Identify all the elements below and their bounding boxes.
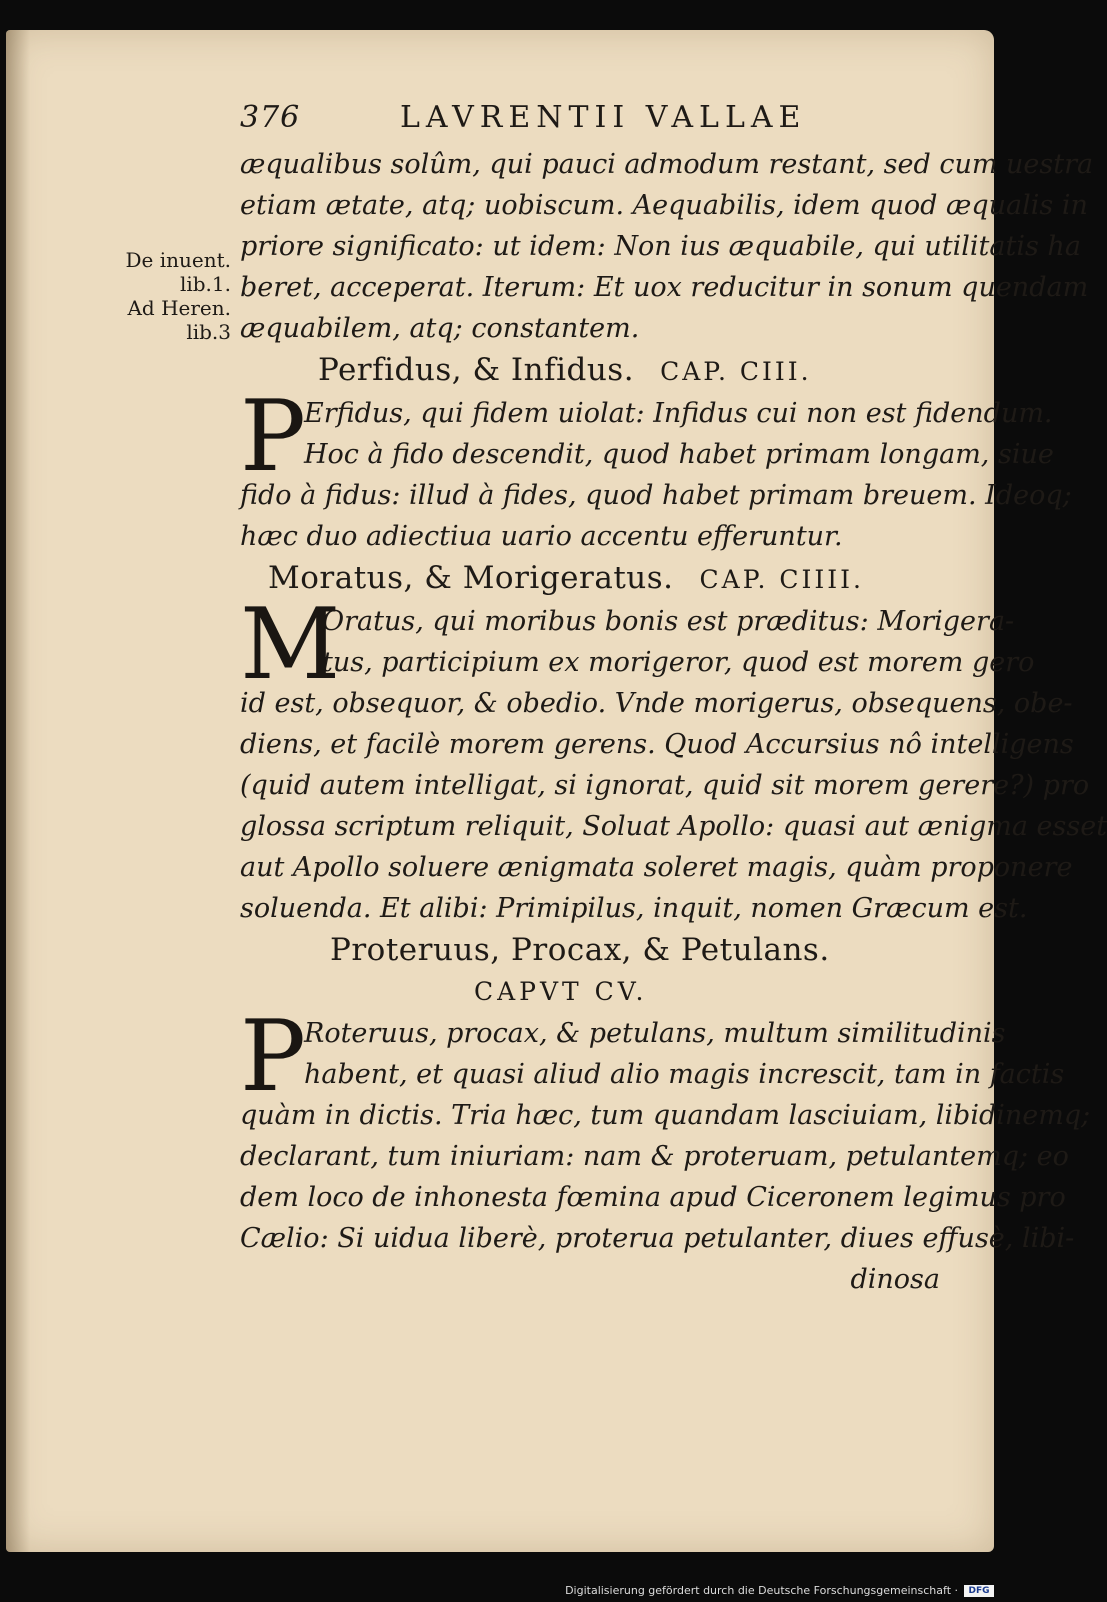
drop-cap: P [240, 380, 306, 494]
text-line: æquabilem, atq; constantem. [240, 313, 640, 344]
text-line: Oratus, qui moribus bonis est præditus: Morigera- [322, 606, 1015, 637]
chapter-title: Moratus, & Morigeratus. [268, 560, 674, 596]
chapter-paragraph [240, 1000, 1091, 1259]
margin-note: De inuent. [125, 248, 231, 272]
page-number: 376 [240, 100, 301, 135]
chapter-heading [240, 929, 940, 971]
text-block [240, 100, 1107, 1300]
chapter-number: CAPVT CV. [474, 977, 648, 1006]
text-line: aut Apollo soluere ænigmata soleret magis, quàm proponere [240, 852, 1073, 883]
margin-note: lib.3 [186, 320, 231, 344]
margin-note: Ad Heren. [127, 296, 231, 320]
text-line: (quid autem intelligat, si ignorat, quid sit morem gerere?) pro [240, 770, 1090, 801]
catchword: dinosa [850, 1264, 940, 1295]
chapter-heading [240, 557, 940, 601]
text-line: hæc duo adiectiua uario accentu efferuntur. [240, 521, 843, 552]
text-line: declarant, tum iniuriam: nam & proteruam, petulantemq; eo [240, 1141, 1069, 1172]
running-title: LAVRENTII VALLAE [400, 100, 807, 135]
text-line: soluenda. Et alibi: Primipilus, inquit, nomen Græcum est. [240, 893, 1028, 924]
text-line: glossa scriptum reliquit, Soluat Apollo: quasi aut ænigma esset [240, 811, 1107, 842]
chapter-heading [240, 349, 940, 393]
margin-notes [6, 248, 231, 344]
text-line: etiam ætate, atq; uobiscum. Aequabilis, idem quod æqualis in [240, 190, 1088, 221]
text-line: Erfidus, qui fidem uiolat: Infidus cui non est fidendum. [304, 398, 1053, 429]
text-line: æqualibus solûm, qui pauci admodum restant, sed cum uestra [240, 149, 1094, 180]
digitization-footer [0, 1580, 1000, 1602]
running-header [240, 100, 940, 144]
text-line: id est, obsequor, & obedio. Vnde morigerus, obsequens, obe- [240, 688, 1073, 719]
text-line: dem loco de inhonesta fœmina apud Ciceronem legimus pro [240, 1182, 1066, 1213]
continued-text [240, 144, 1094, 349]
text-line: Hoc à fido descendit, quod habet primam longam, siue [304, 439, 1054, 470]
chapter-title: Proteruus, Procax, & Petulans. [330, 932, 830, 968]
text-line: Roteruus, procax, & petulans, multum similitudinis [304, 1018, 1006, 1049]
text-line: priore significato: ut idem: Non ius æquabile, qui utilitatis ha [240, 231, 1081, 262]
chapter-paragraph [240, 588, 1107, 929]
margin-note: lib.1. [179, 272, 231, 296]
chapter-paragraph [240, 380, 1072, 557]
dfg-logo: DFG [964, 1585, 994, 1597]
drop-cap: M [240, 588, 341, 702]
chapter-number: CAP. CIIII. [699, 565, 864, 594]
text-line: beret, acceperat. Iterum: Et uox reducitur in sonum quendam [240, 272, 1089, 303]
text-line: habent, et quasi aliud alio magis increscit, tam in factis [304, 1059, 1065, 1090]
footer-credit: Digitalisierung gefördert durch die Deutsche Forschungsgemeinschaft · [565, 1584, 958, 1597]
text-line: quàm in dictis. Tria hæc, tum quandam lasciuiam, libidinemq; [240, 1100, 1091, 1131]
text-line: fido à fidus: illud à fides, quod habet primam breuem. Ideoq; [240, 480, 1072, 511]
text-line: diens, et facilè morem gerens. Quod Accursius nô intelligens [240, 729, 1074, 760]
chapter-number: CAP. CIII. [660, 357, 812, 386]
drop-cap: P [240, 1000, 306, 1114]
text-line: tus, participium ex morigeror, quod est morem gero [322, 647, 1035, 678]
text-line: Cælio: Si uidua liberè, proterua petulanter, diues effusè, libi- [240, 1223, 1075, 1254]
chapter-title: Perfidus, & Infidus. [318, 352, 635, 388]
book-page [6, 30, 1107, 1552]
